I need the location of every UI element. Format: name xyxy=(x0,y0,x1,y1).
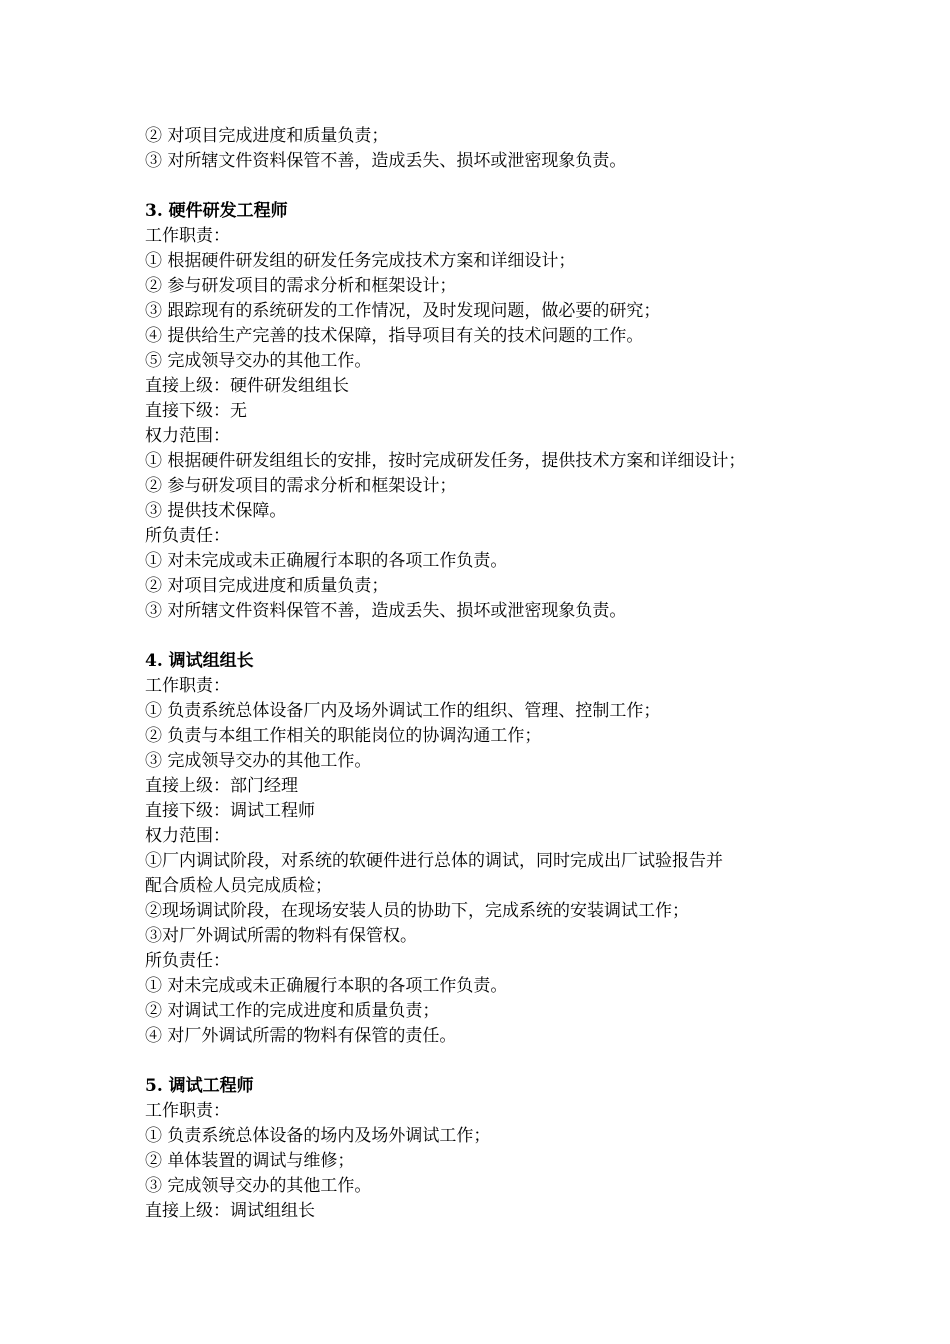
item-line: ② 对项目完成进度和质量负责； xyxy=(145,126,389,146)
item-line: ③ 跟踪现有的系统研发的工作情况，及时发现问题，做必要的研究； xyxy=(145,301,661,321)
label-line: 直接上级：调试组组长 xyxy=(145,1201,315,1221)
label-line: 所负责任： xyxy=(145,526,230,546)
item-line: ② 参与研发项目的需求分析和框架设计； xyxy=(145,276,457,296)
item-line: ③ 对所辖文件资料保管不善，造成丢失、损坏或泄密现象负责。 xyxy=(145,151,627,171)
item-line: ③ 完成领导交办的其他工作。 xyxy=(145,751,372,771)
label-line: 直接上级：部门经理 xyxy=(145,776,298,796)
item-line: ② 对项目完成进度和质量负责； xyxy=(145,576,389,596)
section-heading: 5. 调试工程师 xyxy=(145,1076,254,1096)
item-line: ①厂内调试阶段，对系统的软硬件进行总体的调试，同时完成出厂试验报告并 xyxy=(145,851,723,871)
section-heading: 4. 调试组组长 xyxy=(145,651,254,671)
item-line: ⑤ 完成领导交办的其他工作。 xyxy=(145,351,372,371)
label-line: 直接上级：硬件研发组组长 xyxy=(145,376,349,396)
item-line: ② 负责与本组工作相关的职能岗位的协调沟通工作； xyxy=(145,726,542,746)
item-line: ④ 提供给生产完善的技术保障，指导项目有关的技术问题的工作。 xyxy=(145,326,644,346)
item-line: ① 对未完成或未正确履行本职的各项工作负责。 xyxy=(145,976,508,996)
item-line: ④ 对厂外调试所需的物料有保管的责任。 xyxy=(145,1026,457,1046)
item-line: ① 根据硬件研发组组长的安排，按时完成研发任务，提供技术方案和详细设计； xyxy=(145,451,746,471)
item-line: ② 参与研发项目的需求分析和框架设计； xyxy=(145,476,457,496)
label-line: 直接下级：调试工程师 xyxy=(145,801,315,821)
label-line: 权力范围： xyxy=(145,826,230,846)
item-line: ① 负责系统总体设备厂内及场外调试工作的组织、管理、控制工作； xyxy=(145,701,661,721)
document-body xyxy=(145,124,845,1224)
label-line: 权力范围： xyxy=(145,426,230,446)
item-line: ③ 对所辖文件资料保管不善，造成丢失、损坏或泄密现象负责。 xyxy=(145,601,627,621)
item-line: 配合质检人员完成质检； xyxy=(145,876,332,896)
label-line: 直接下级：无 xyxy=(145,401,247,421)
item-line: ① 负责系统总体设备的场内及场外调试工作； xyxy=(145,1126,491,1146)
label-line: 工作职责： xyxy=(145,676,230,696)
section-heading: 3. 硬件研发工程师 xyxy=(145,201,288,221)
label-line: 工作职责： xyxy=(145,226,230,246)
item-line: ③ 提供技术保障。 xyxy=(145,501,287,521)
label-line: 工作职责： xyxy=(145,1101,230,1121)
label-line: 所负责任： xyxy=(145,951,230,971)
item-line: ② 单体装置的调试与维修； xyxy=(145,1151,355,1171)
item-line: ③对厂外调试所需的物料有保管权。 xyxy=(145,926,417,946)
item-line: ②现场调试阶段，在现场安装人员的协助下，完成系统的安装调试工作； xyxy=(145,901,689,921)
item-line: ① 对未完成或未正确履行本职的各项工作负责。 xyxy=(145,551,508,571)
item-line: ② 对调试工作的完成进度和质量负责； xyxy=(145,1001,440,1021)
item-line: ① 根据硬件研发组的研发任务完成技术方案和详细设计； xyxy=(145,251,576,271)
item-line: ③ 完成领导交办的其他工作。 xyxy=(145,1176,372,1196)
